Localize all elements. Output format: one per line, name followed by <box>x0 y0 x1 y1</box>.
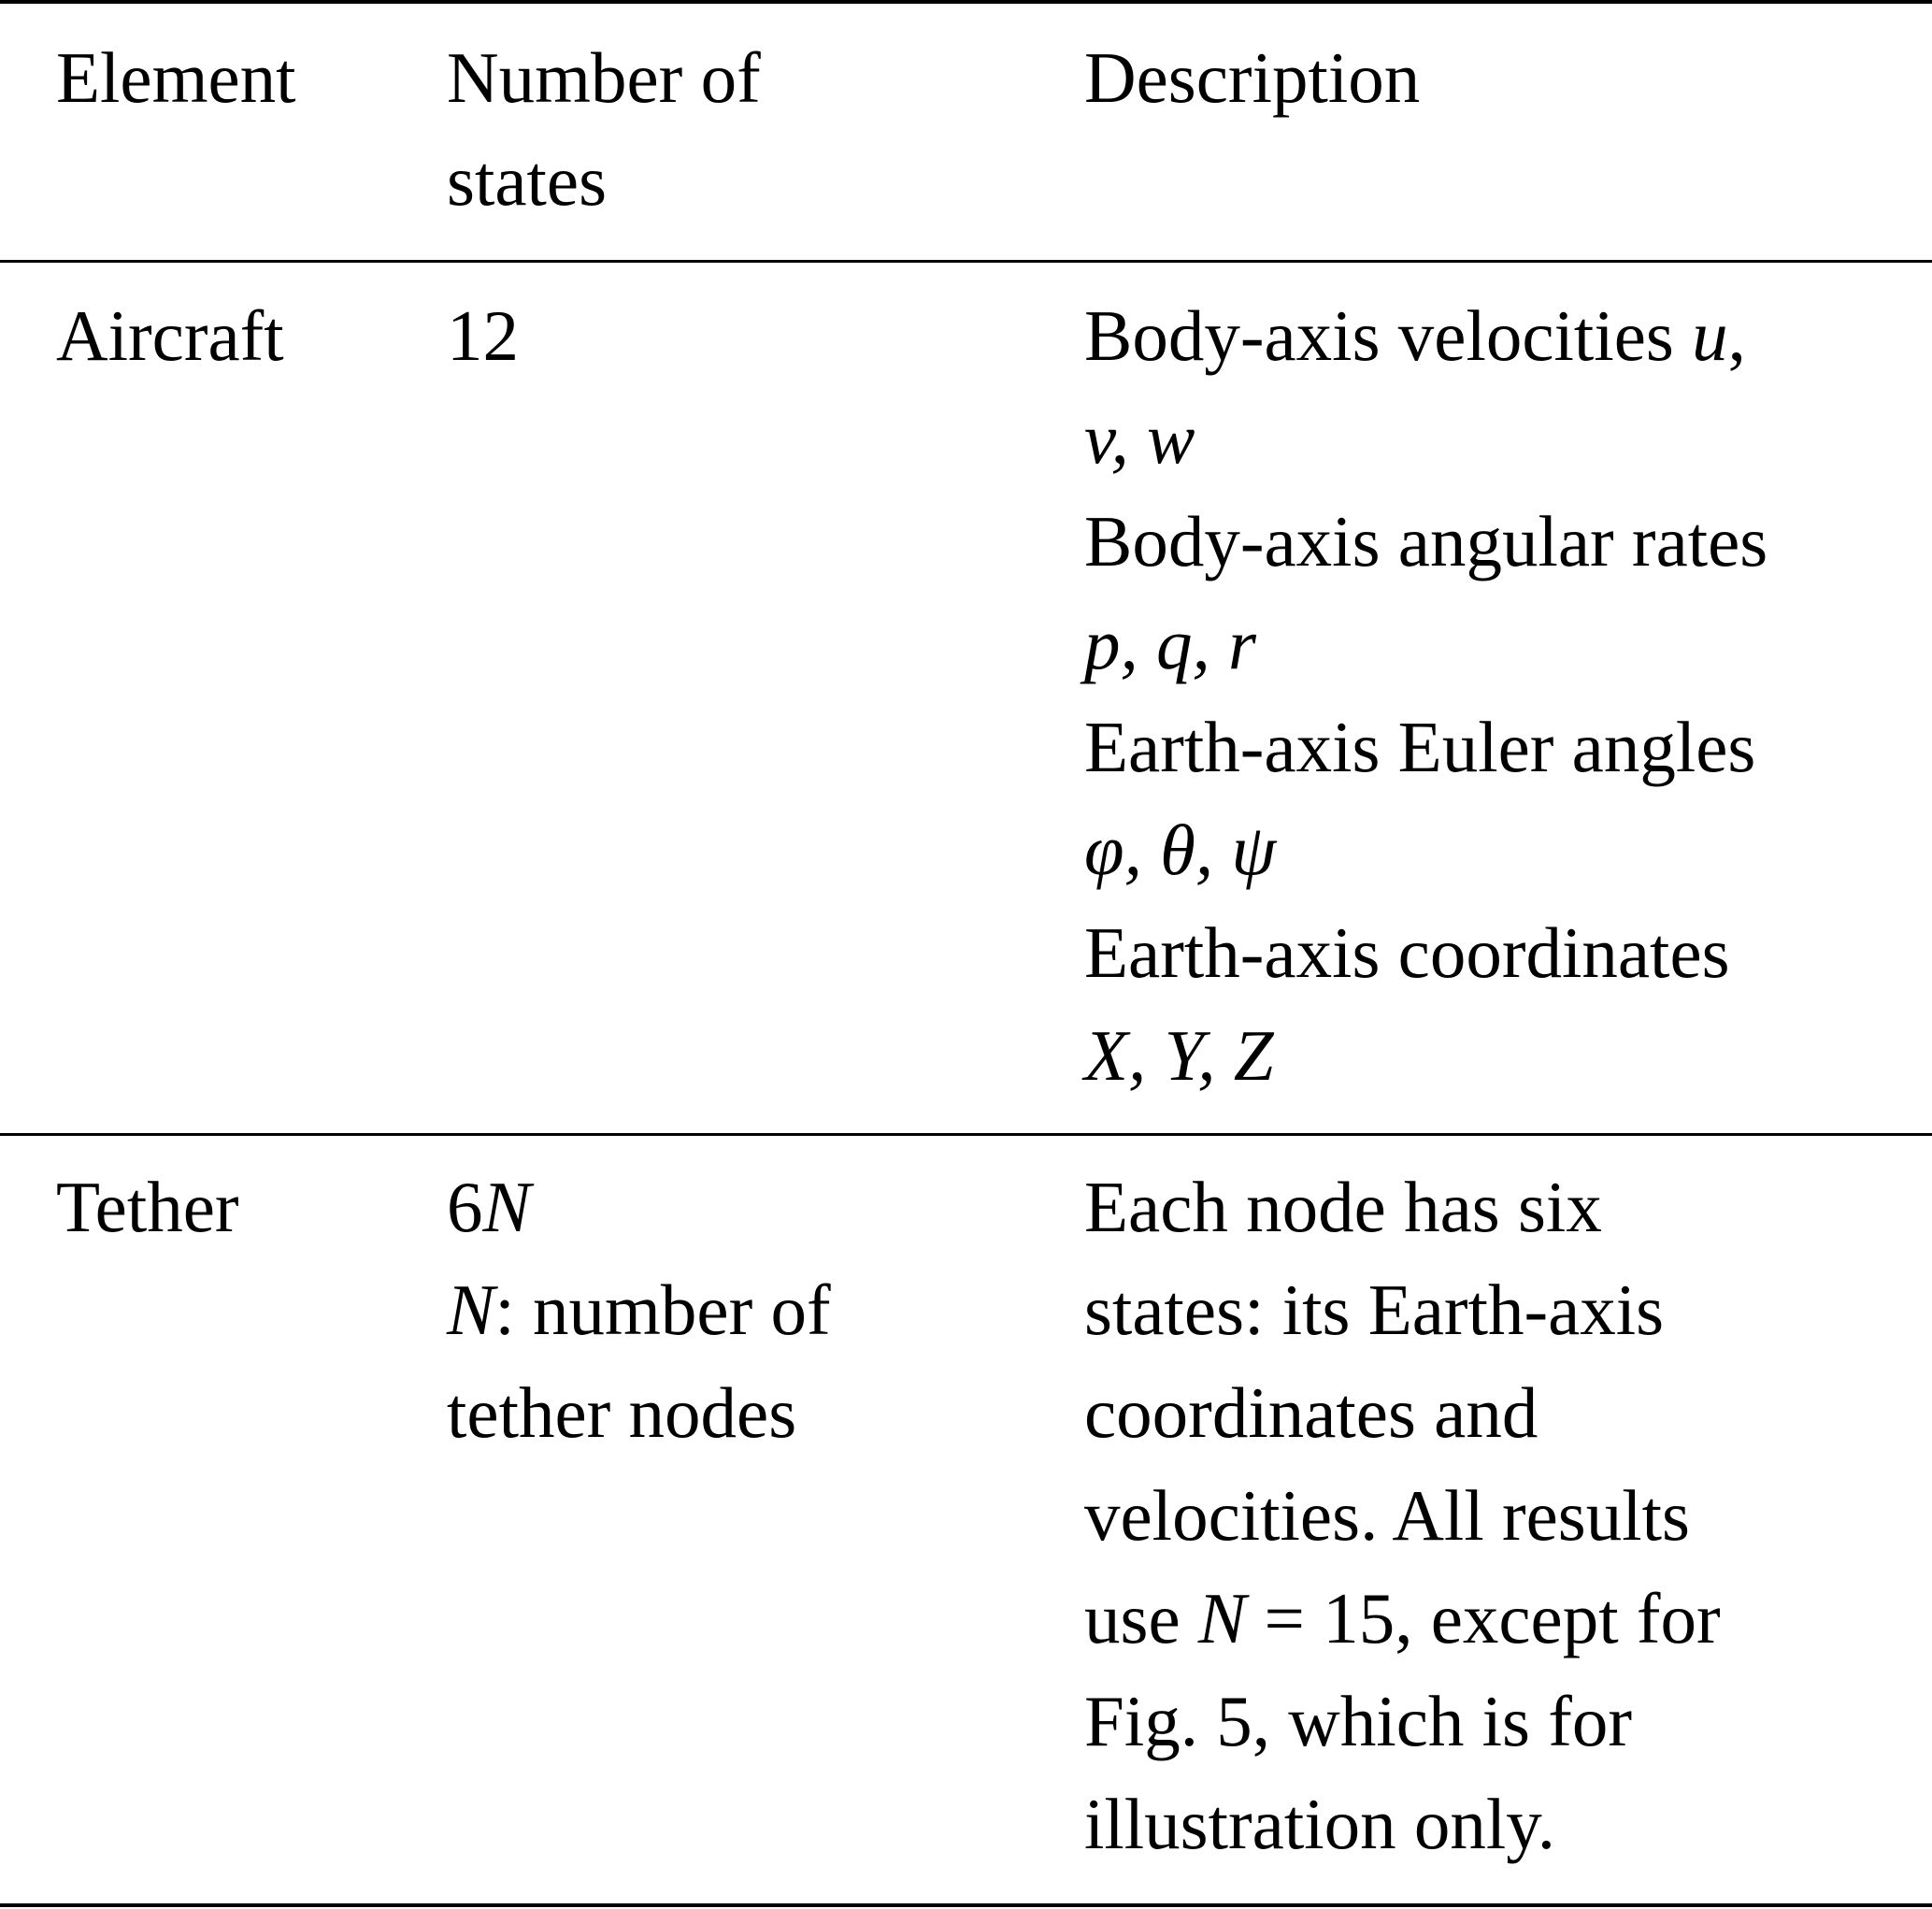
description-line: Body-axis angular rates <box>1084 501 1768 581</box>
description-line: Each node has six <box>1084 1167 1602 1247</box>
description-line: velocities. All results <box>1084 1475 1690 1556</box>
tether-element-cell: Tether <box>56 1167 239 1247</box>
description-line: use N = 15, except for <box>1084 1578 1721 1658</box>
description-line: X, Y, Z <box>1084 1015 1274 1096</box>
tether-states-line-3: tether nodes <box>447 1372 797 1453</box>
description-line: Earth-axis coordinates <box>1084 912 1730 993</box>
tether-states-cell <box>447 1155 831 1464</box>
header-description: Description <box>1084 37 1421 118</box>
bottom-rule <box>0 1903 1932 1907</box>
top-rule <box>0 0 1932 4</box>
tether-states-line-2: N: number of <box>447 1270 831 1350</box>
description-line: Fig. 5, which is for <box>1084 1681 1633 1761</box>
description-line: Body-axis velocities u, <box>1084 295 1746 376</box>
description-line: coordinates and <box>1084 1372 1538 1453</box>
aircraft-element-cell: Aircraft <box>56 295 284 376</box>
aircraft-states-cell: 12 <box>447 295 519 376</box>
header-number-of-states: Number of states <box>447 37 761 221</box>
header-element: Element <box>56 37 296 118</box>
tether-description-cell <box>1084 1155 1721 1875</box>
aircraft-description-cell <box>1084 284 1767 1107</box>
description-line: φ, θ, ψ <box>1084 810 1277 890</box>
header-rule <box>0 260 1932 263</box>
tether-states-line-1: 6N <box>447 1167 531 1247</box>
description-line: states: its Earth-axis <box>1084 1270 1665 1350</box>
description-line: Earth-axis Euler angles <box>1084 707 1756 787</box>
description-line: v, w <box>1084 398 1195 479</box>
description-line: p, q, r <box>1084 604 1256 684</box>
row-separator-rule <box>0 1133 1932 1136</box>
description-line: illustration only. <box>1084 1784 1556 1864</box>
